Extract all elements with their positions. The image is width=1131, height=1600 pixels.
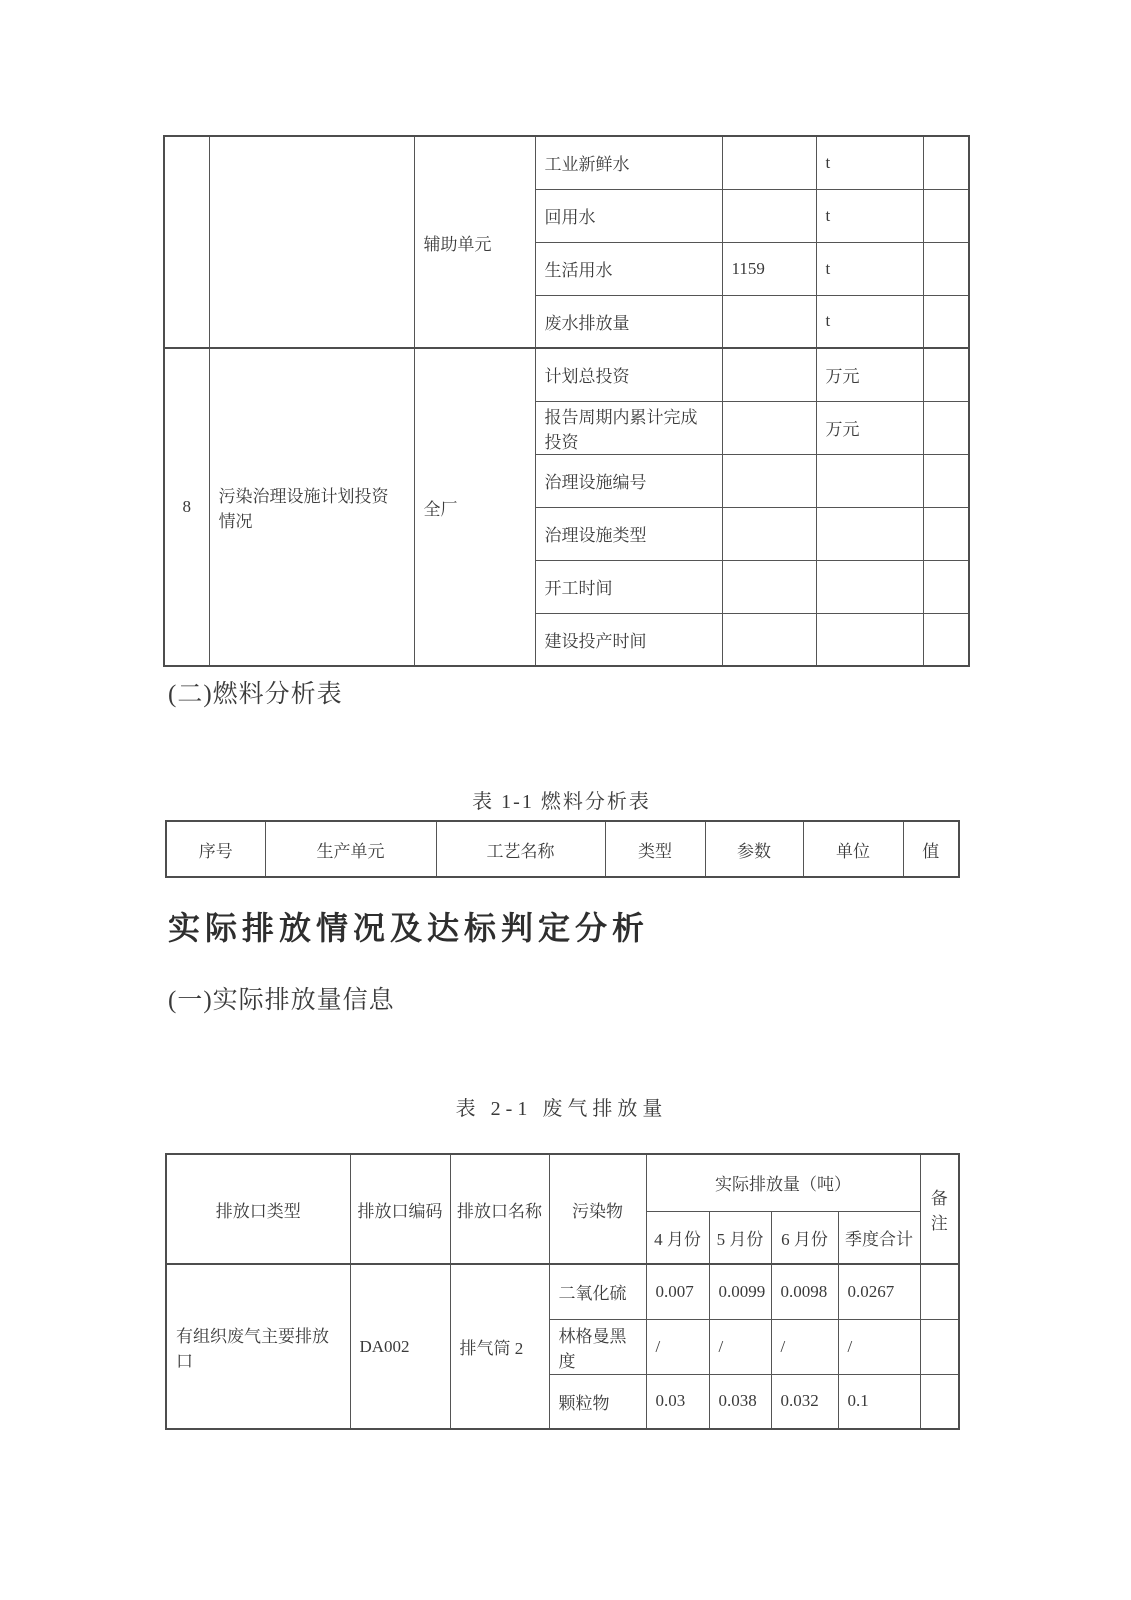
- cell-note: [920, 1264, 959, 1319]
- header-outlet-type: 排放口类型: [166, 1154, 350, 1264]
- cell-note: [923, 295, 969, 348]
- cell-quarter-total-value: 0.1: [838, 1374, 920, 1429]
- cell-indicator: 治理设施编号: [535, 454, 722, 507]
- header-pollutant: 污染物: [549, 1154, 646, 1264]
- table-row: [166, 1264, 959, 1319]
- header-production-unit: 生产单元: [265, 821, 436, 877]
- header-type: 类型: [605, 821, 705, 877]
- cell-value: 1159: [722, 242, 816, 295]
- cell-june-value: /: [771, 1319, 838, 1374]
- table-caption-fuel: 表 1-1 燃料分析表: [472, 791, 651, 813]
- cell-indicator: 建设投产时间: [535, 613, 722, 666]
- cell-unit: [816, 560, 923, 613]
- cell-note: [923, 454, 969, 507]
- cell-indicator: 废水排放量: [535, 295, 722, 348]
- cell-note: [923, 136, 969, 189]
- cell-value: [722, 613, 816, 666]
- cell-unit: 万元: [816, 348, 923, 401]
- cell-april-value: /: [646, 1319, 709, 1374]
- cell-indicator: 计划总投资: [535, 348, 722, 401]
- cell-pollutant: 二氧化硫: [549, 1264, 646, 1319]
- cell-may-value: 0.0099: [709, 1264, 771, 1319]
- header-month-may: 5 月份: [709, 1211, 771, 1264]
- section-heading-fuel-analysis: (二)燃料分析表: [168, 681, 343, 708]
- cell-note: [923, 401, 969, 454]
- cell-note: [923, 189, 969, 242]
- cell-serial: [164, 136, 209, 348]
- cell-unit: t: [816, 136, 923, 189]
- cell-indicator: 开工时间: [535, 560, 722, 613]
- cell-outlet-code: DA002: [350, 1264, 450, 1429]
- cell-unit: t: [816, 295, 923, 348]
- cell-unit: [816, 454, 923, 507]
- cell-note: [923, 348, 969, 401]
- cell-value: [722, 507, 816, 560]
- header-month-june: 6 月份: [771, 1211, 838, 1264]
- cell-note: [923, 507, 969, 560]
- cell-may-value: 0.038: [709, 1374, 771, 1429]
- cell-may-value: /: [709, 1319, 771, 1374]
- cell-note: [923, 242, 969, 295]
- cell-outlet-name: 排气筒 2: [450, 1264, 549, 1429]
- continuation-table: [163, 135, 970, 667]
- cell-june-value: 0.0098: [771, 1264, 838, 1319]
- section-heading-actual-emission: (一)实际排放量信息: [168, 987, 395, 1014]
- cell-note: [920, 1319, 959, 1374]
- cell-quarter-total-value: 0.0267: [838, 1264, 920, 1319]
- header-month-april: 4 月份: [646, 1211, 709, 1264]
- header-serial: 序号: [166, 821, 265, 877]
- cell-indicator: 生活用水: [535, 242, 722, 295]
- cell-indicator: 报告周期内累计完成投资: [535, 401, 722, 454]
- cell-item-name: 污染治理设施计划投资情况: [209, 348, 414, 666]
- cell-value: [722, 560, 816, 613]
- header-unit: 单位: [803, 821, 903, 877]
- cell-indicator: 工业新鲜水: [535, 136, 722, 189]
- cell-note: [923, 560, 969, 613]
- page-title: 实际排放情况及达标判定分析: [168, 910, 650, 946]
- cell-value: [722, 295, 816, 348]
- table-row: [164, 136, 969, 189]
- cell-unit: 万元: [816, 401, 923, 454]
- cell-pollutant: 林格曼黑度: [549, 1319, 646, 1374]
- header-outlet-name: 排放口名称: [450, 1154, 549, 1264]
- cell-unit: t: [816, 242, 923, 295]
- cell-note: [923, 613, 969, 666]
- table-row: [164, 348, 969, 401]
- cell-note: [920, 1374, 959, 1429]
- header-note: 备注: [920, 1154, 959, 1264]
- cell-value: [722, 454, 816, 507]
- cell-item-name: [209, 136, 414, 348]
- cell-production-unit: 辅助单元: [414, 136, 535, 348]
- table-caption-emission: 表 2-1 废气排放量: [455, 1098, 668, 1120]
- waste-gas-emission-table: [165, 1153, 960, 1430]
- cell-unit: [816, 613, 923, 666]
- header-quarter-total: 季度合计: [838, 1211, 920, 1264]
- cell-april-value: 0.03: [646, 1374, 709, 1429]
- cell-unit: [816, 507, 923, 560]
- header-outlet-code: 排放口编码: [350, 1154, 450, 1264]
- cell-serial: 8: [164, 348, 209, 666]
- cell-value: [722, 401, 816, 454]
- cell-value: [722, 136, 816, 189]
- cell-value: [722, 189, 816, 242]
- header-parameter: 参数: [705, 821, 803, 877]
- cell-indicator: 治理设施类型: [535, 507, 722, 560]
- header-actual-amount: 实际排放量（吨）: [646, 1154, 920, 1211]
- cell-pollutant: 颗粒物: [549, 1374, 646, 1429]
- cell-indicator: 回用水: [535, 189, 722, 242]
- cell-june-value: 0.032: [771, 1374, 838, 1429]
- cell-april-value: 0.007: [646, 1264, 709, 1319]
- table-header-row: [166, 1154, 959, 1211]
- table-header-row: [166, 821, 959, 877]
- header-value: 值: [903, 821, 959, 877]
- cell-quarter-total-value: /: [838, 1319, 920, 1374]
- cell-value: [722, 348, 816, 401]
- fuel-analysis-table: [165, 820, 960, 878]
- cell-production-unit: 全厂: [414, 348, 535, 666]
- cell-outlet-type: 有组织废气主要排放口: [166, 1264, 350, 1429]
- header-process-name: 工艺名称: [436, 821, 605, 877]
- cell-unit: t: [816, 189, 923, 242]
